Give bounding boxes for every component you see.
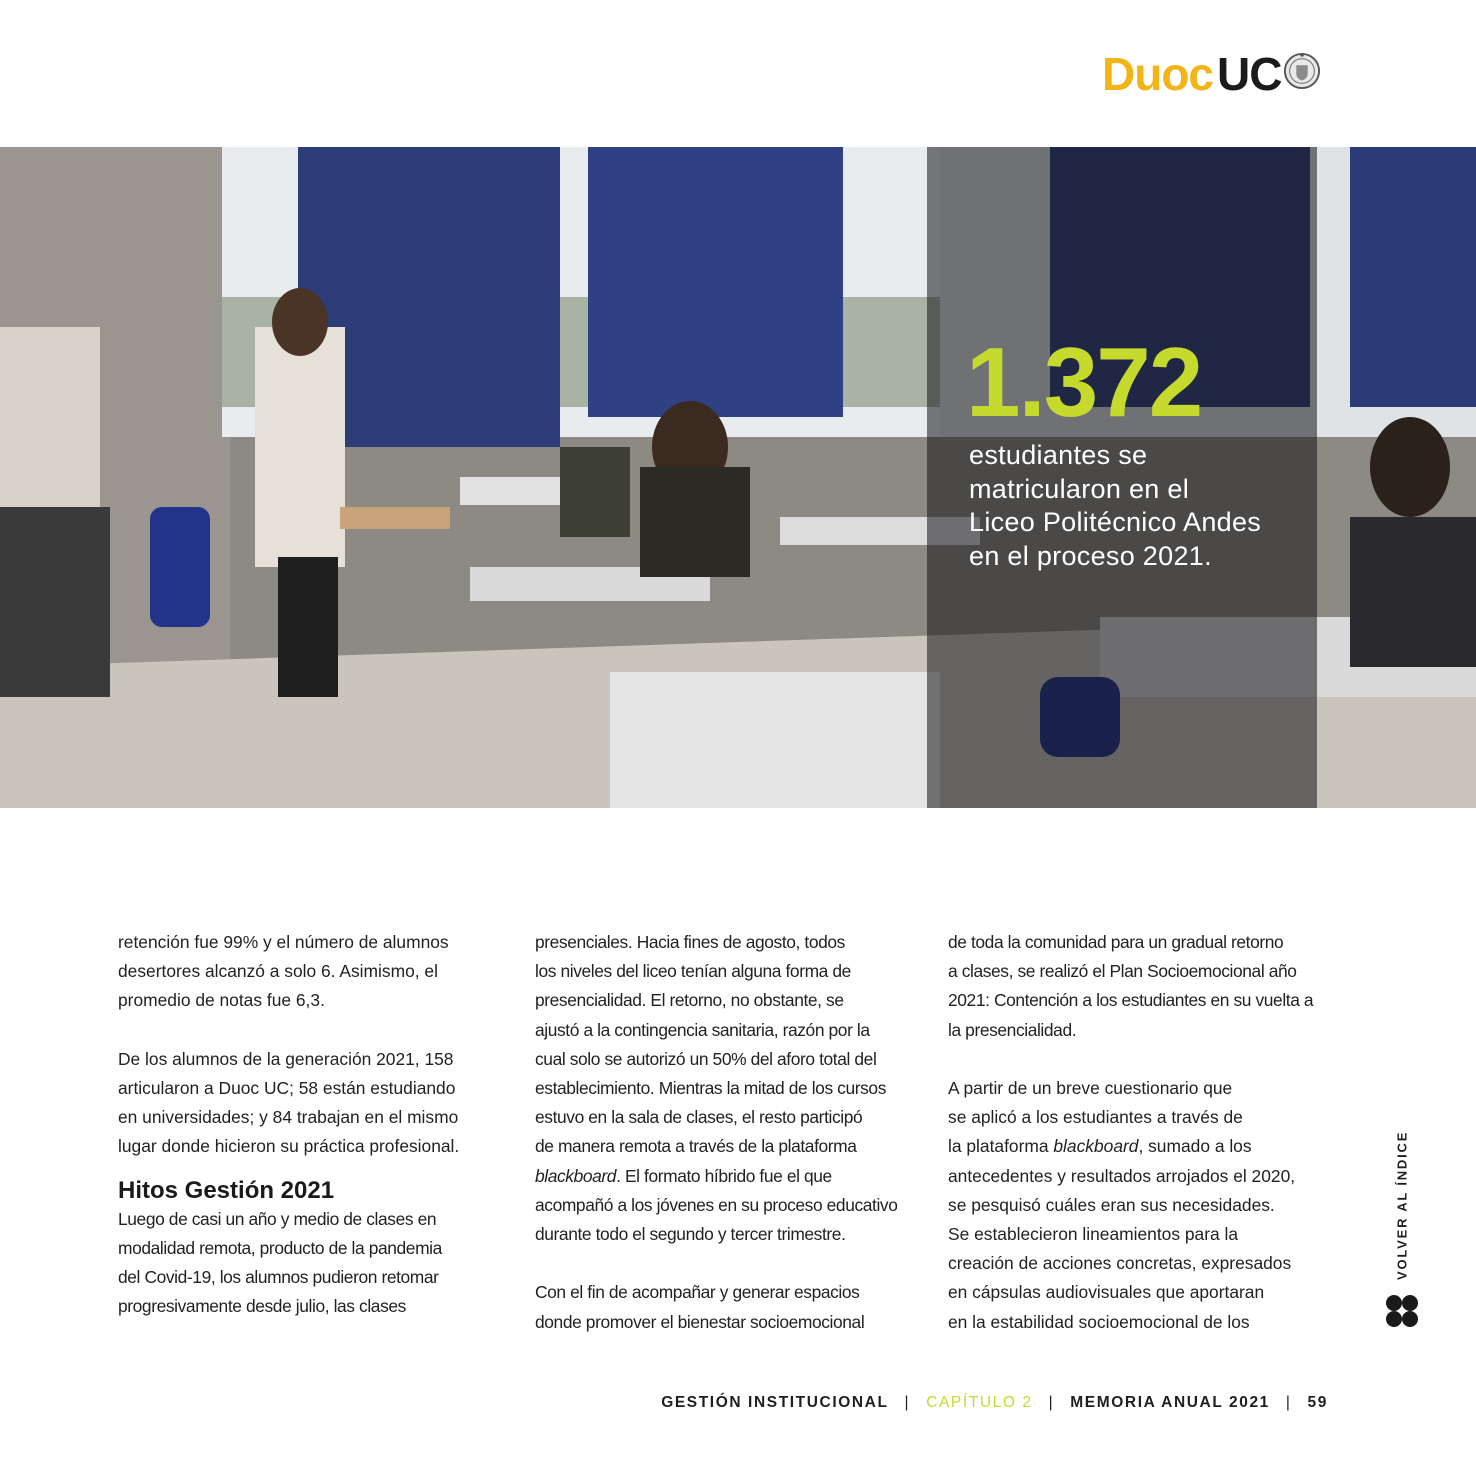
text-line: . El formato híbrido fue el que [616, 1165, 832, 1186]
text-line: donde promover el bienestar socioemocional [535, 1311, 865, 1332]
text-line: creación de acciones concretas, expresados [948, 1253, 1292, 1274]
text-column-3 [948, 928, 1338, 1337]
text-line: , sumado a los [1138, 1136, 1252, 1157]
italic-term: blackboard [1053, 1136, 1139, 1157]
university-seal-icon [1283, 52, 1321, 90]
text-line: en universidades; y 84 trabajan en el mismo [118, 1107, 459, 1128]
text-line: Luego de casi un año y medio de clases en [118, 1208, 437, 1229]
footer-chapter: CAPÍTULO 2 [926, 1394, 1033, 1411]
text-line: establecimiento. Mientras la mitad de los cursos [535, 1078, 886, 1099]
stat-caption-line: matricularon en el [969, 473, 1190, 504]
text-line: Con el fin de acompañar y generar espacios [535, 1282, 860, 1303]
text-line: articularon a Duoc UC; 58 están estudiando [118, 1078, 456, 1098]
stat-caption-line: en el proceso 2021. [969, 540, 1212, 571]
logo-uc-text: UC [1217, 48, 1282, 100]
paragraph [948, 928, 1338, 1045]
text-line: en cápsulas audiovisuales que aportaran [948, 1282, 1265, 1303]
text-line: ajustó a la contingencia sanitaria, razón por la [535, 1019, 870, 1040]
footer-section: GESTIÓN INSTITUCIONAL [661, 1394, 889, 1411]
hero-photo [0, 147, 1476, 808]
logo-duoc-text: Duoc [1102, 48, 1213, 100]
paragraph [118, 1205, 498, 1322]
stat-caption-line: estudiantes se [969, 440, 1148, 470]
italic-term: blackboard [535, 1165, 617, 1186]
text-line: Se establecieron lineamientos para la [948, 1224, 1239, 1245]
text-line: A partir de un breve cuestionario que [948, 1078, 1233, 1098]
text-line: se aplicó a los estudiantes a través de [948, 1107, 1243, 1128]
footer-separator: | [904, 1394, 911, 1411]
text-line: la plataforma [948, 1136, 1054, 1157]
stat-caption-line: Liceo Politécnico Andes [969, 507, 1262, 537]
text-line: del Covid-19, los alumnos pudieron retomar [118, 1267, 439, 1288]
text-line: promedio de notas fue 6,3. [118, 990, 325, 1011]
page-footer [661, 1394, 1328, 1412]
text-line: los niveles del liceo tenían alguna forma de [535, 961, 851, 982]
text-line: cual solo se autorizó un 50% del aforo total del [535, 1048, 877, 1069]
text-line: acompañó a los jóvenes en su proceso educativo [535, 1194, 898, 1215]
text-line: desertores alcanzó a solo 6. Asimismo, el [118, 961, 438, 982]
text-line: 2021: Contención a los estudiantes en su vuelta a [948, 990, 1314, 1011]
text-line: se pesquisó cuáles eran sus necesidades. [948, 1194, 1275, 1215]
paragraph [118, 1045, 498, 1162]
duoc-uc-logo [1102, 44, 1321, 104]
back-to-index-link[interactable] [1385, 1130, 1419, 1330]
enrollment-stat-caption [969, 439, 1309, 573]
enrollment-stat-number: 1.372 [966, 327, 1202, 437]
index-grid-icon[interactable] [1385, 1294, 1419, 1328]
footer-publication: MEMORIA ANUAL 2021 [1070, 1394, 1270, 1411]
paragraph [535, 928, 925, 1249]
text-line: presenciales. Hacia fines de agosto, todos [535, 932, 845, 952]
footer-separator: | [1285, 1394, 1292, 1411]
text-line: retención fue 99% y el número de alumnos [118, 932, 449, 952]
text-line: progresivamente desde julio, las clases [118, 1296, 406, 1317]
text-line: en la estabilidad socioemocional de los [948, 1311, 1250, 1332]
text-line: de manera remota a través de la plataforma [535, 1136, 857, 1157]
page-number: 59 [1307, 1394, 1328, 1411]
text-line: la presencialidad. [948, 1019, 1077, 1040]
text-line: antecedentes y resultados arrojados el 2020, [948, 1165, 1296, 1186]
text-line: modalidad remota, producto de la pandemia [118, 1237, 442, 1258]
paragraph [535, 1278, 925, 1336]
text-column-2 [535, 928, 925, 1337]
text-line: estuvo en la sala de clases, el resto participó [535, 1107, 863, 1128]
back-to-index-label[interactable]: VOLVER AL ÍNDICE [1394, 1130, 1410, 1280]
paragraph [118, 928, 498, 1016]
text-column-1 [118, 928, 498, 1321]
paragraph [948, 1074, 1338, 1337]
text-line: de toda la comunidad para un gradual retorno [948, 932, 1284, 952]
section-heading: Hitos Gestión 2021 [118, 1176, 335, 1204]
text-line: a clases, se realizó el Plan Socioemocional año [948, 961, 1297, 982]
text-line: presencialidad. El retorno, no obstante, se [535, 990, 844, 1011]
text-line: durante todo el segundo y tercer trimestre. [535, 1224, 846, 1245]
footer-separator: | [1048, 1394, 1055, 1411]
text-line: De los alumnos de la generación 2021, 158 [118, 1048, 454, 1069]
text-line: lugar donde hicieron su práctica profesional. [118, 1136, 460, 1157]
